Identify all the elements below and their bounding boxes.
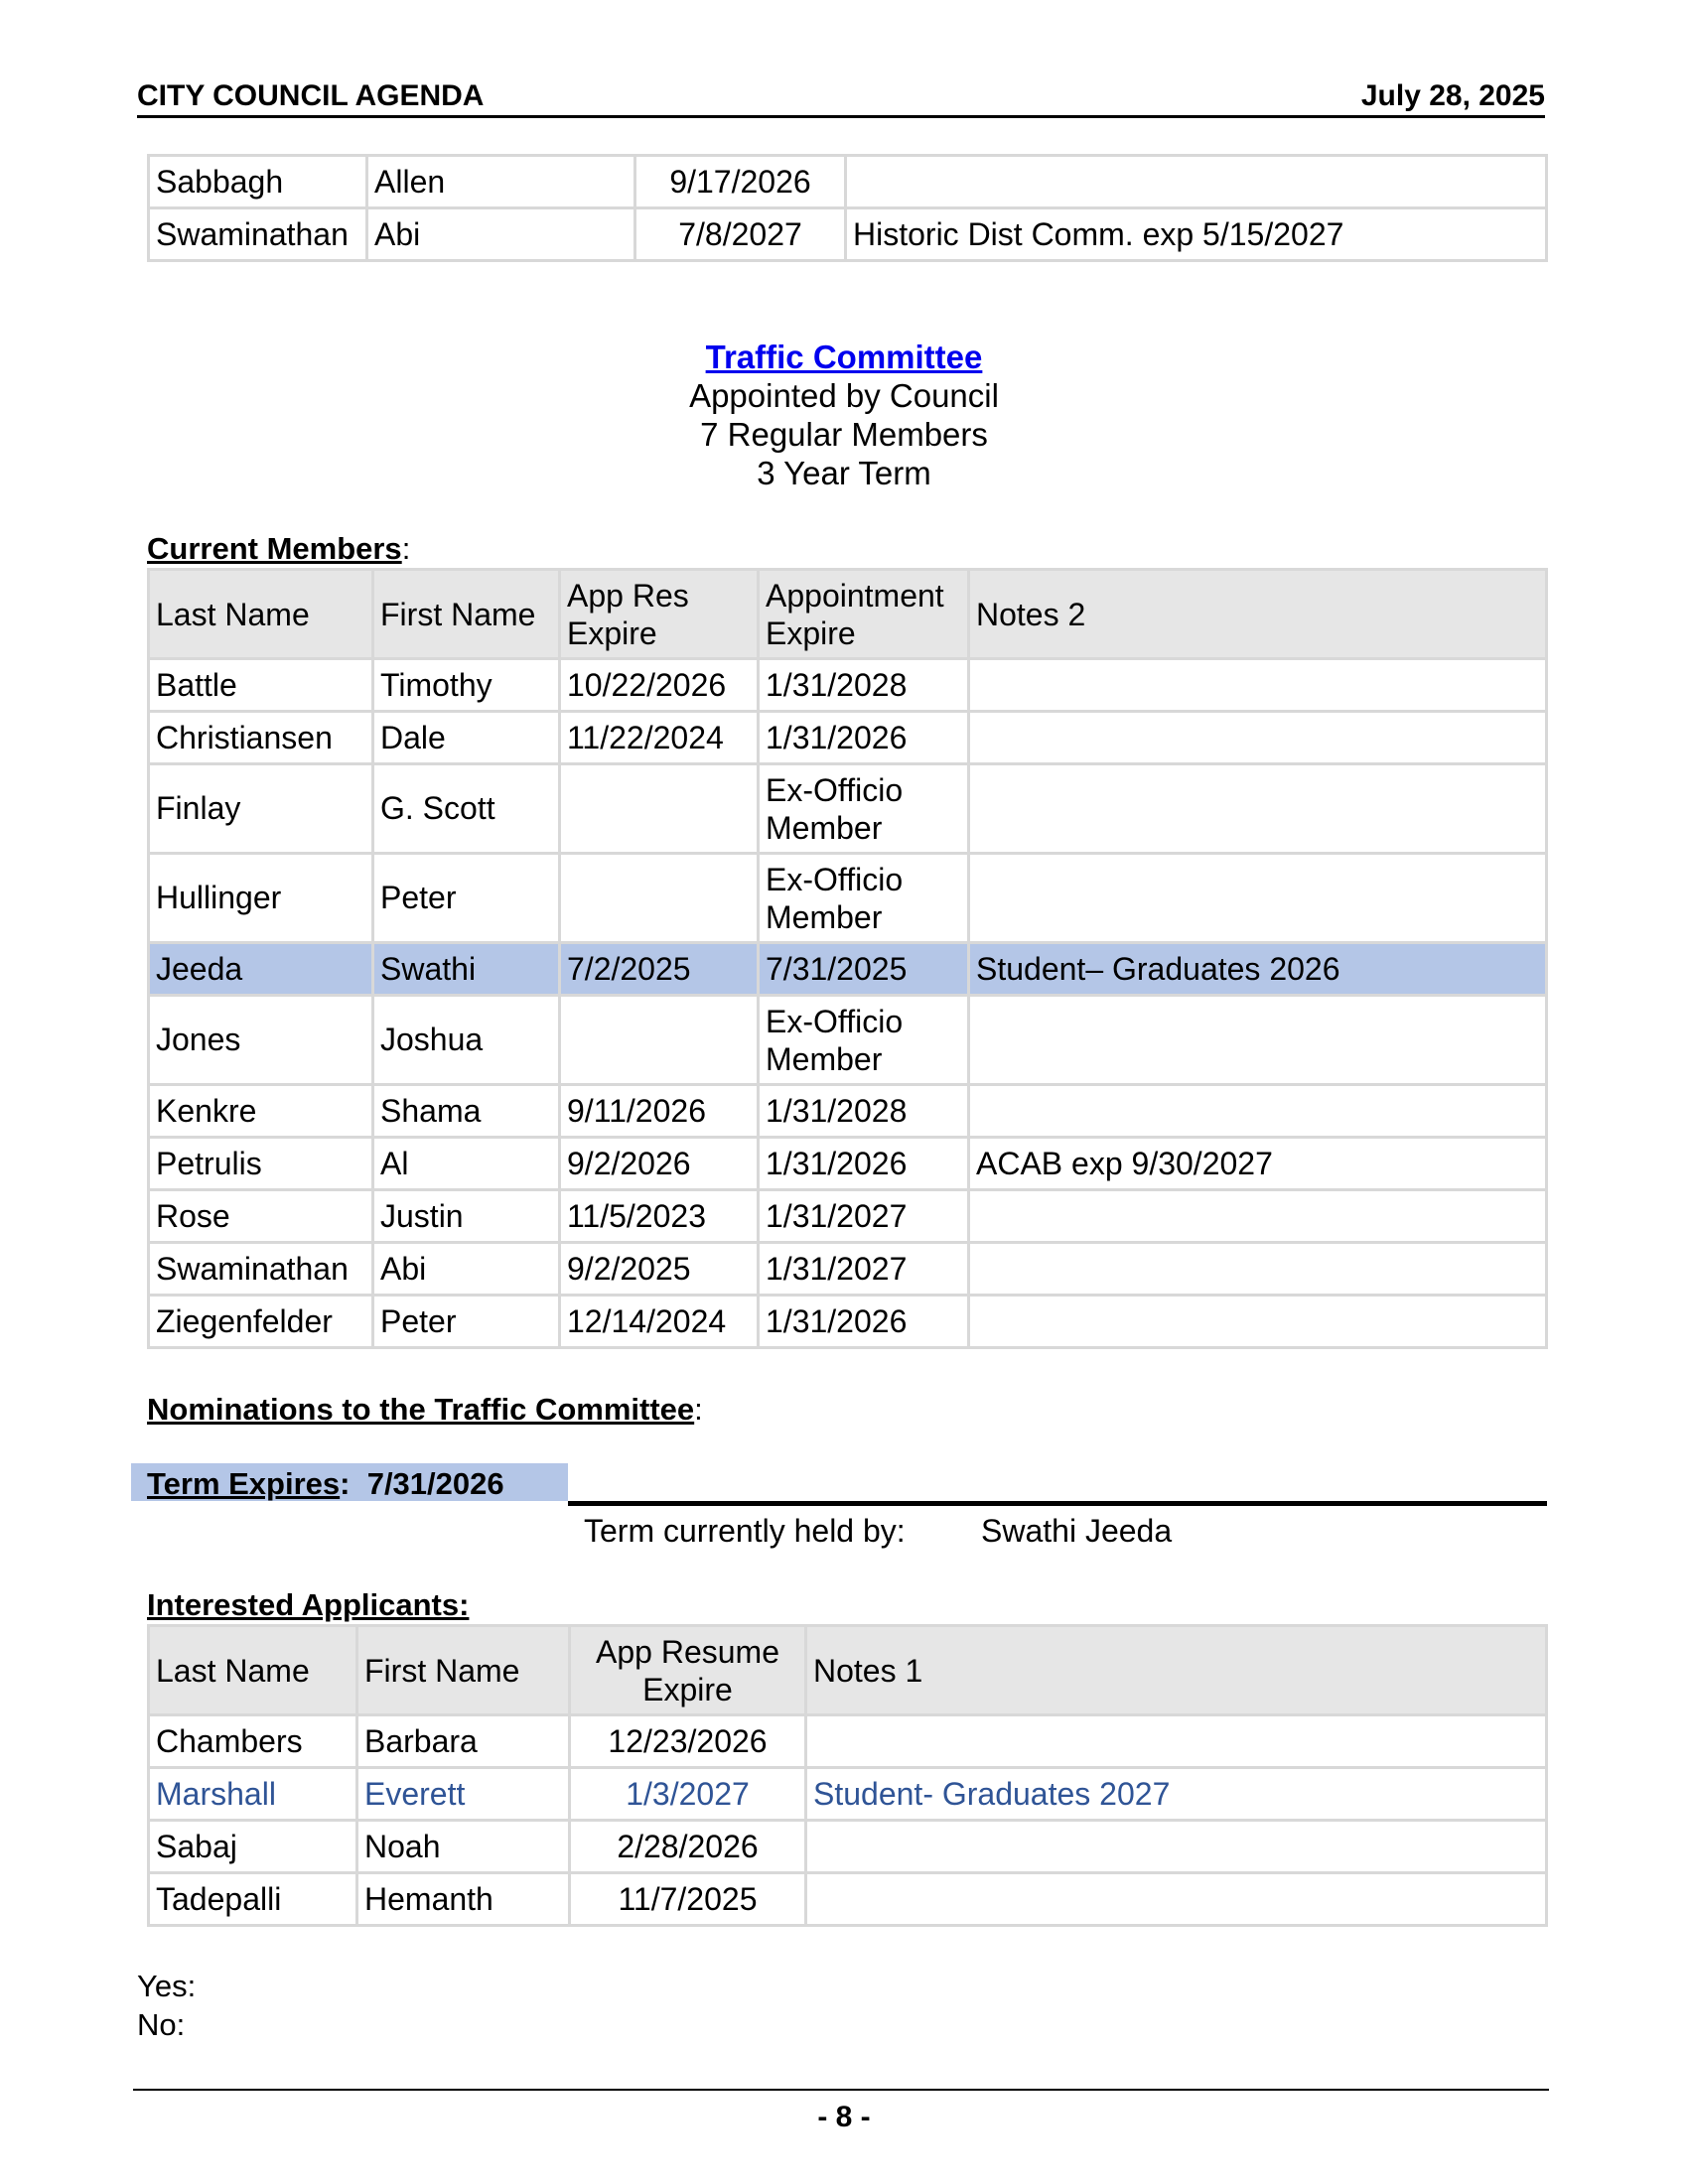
page-header [137, 79, 1545, 118]
notes-cell [806, 1715, 1547, 1768]
appointment-expire-cell: 1/31/2026 [759, 1138, 969, 1190]
term-divider [568, 1501, 1547, 1506]
last-name-cell: Battle [149, 659, 373, 712]
app-res-expire-cell: 9/2/2025 [560, 1243, 759, 1296]
app-resume-expire-cell: 11/7/2025 [570, 1873, 806, 1926]
table-row [149, 156, 1547, 208]
appointment-expire-cell: 1/31/2027 [759, 1190, 969, 1243]
column-header: First Name [373, 570, 560, 659]
notes-cell: Historic Dist Comm. exp 5/15/2027 [846, 208, 1547, 261]
vote-no: No: [137, 2007, 186, 2042]
last-name-cell: Finlay [149, 764, 373, 854]
last-name-cell: Christiansen [149, 712, 373, 764]
column-header: Notes 1 [806, 1626, 1547, 1715]
last-name-cell: Sabbagh [149, 156, 367, 208]
last-name-cell: Rose [149, 1190, 373, 1243]
notes-cell: Student- Graduates 2027 [806, 1768, 1547, 1821]
first-name-cell: Barbara [357, 1715, 570, 1768]
last-name-cell: Ziegenfelder [149, 1296, 373, 1348]
term-length: 3 Year Term [757, 455, 931, 491]
appointment-expire-cell: 1/31/2028 [759, 659, 969, 712]
last-name-cell: Marshall [149, 1768, 357, 1821]
appointment-expire-cell: Ex-Officio Member [759, 854, 969, 943]
last-name-cell: Petrulis [149, 1138, 373, 1190]
current-members-heading [147, 531, 410, 567]
term-expires-colon: : [340, 1466, 351, 1501]
notes-cell [969, 1190, 1547, 1243]
notes-cell [969, 1296, 1547, 1348]
last-name-cell: Swaminathan [149, 208, 367, 261]
table-row [149, 1873, 1547, 1926]
app-res-expire-cell [560, 854, 759, 943]
app-resume-expire-cell: 1/3/2027 [570, 1768, 806, 1821]
applicants-label: Interested Applicants: [147, 1587, 470, 1622]
app-res-expire-cell: 12/14/2024 [560, 1296, 759, 1348]
table-row-highlighted [149, 943, 1547, 996]
app-res-expire-cell: 10/22/2026 [560, 659, 759, 712]
column-header: Last Name [149, 570, 373, 659]
first-name-cell: Peter [373, 854, 560, 943]
table-row [149, 764, 1547, 854]
last-name-cell: Jeeda [149, 943, 373, 996]
agenda-title: CITY COUNCIL AGENDA [137, 79, 485, 112]
notes-cell: Student– Graduates 2026 [969, 943, 1547, 996]
agenda-date: July 28, 2025 [1360, 79, 1545, 112]
footer-divider [133, 2089, 1549, 2091]
app-res-expire-cell: 11/22/2024 [560, 712, 759, 764]
table-row-student [149, 1768, 1547, 1821]
table-row [149, 854, 1547, 943]
appointment-expire-cell: Ex-Officio Member [759, 764, 969, 854]
table-row [149, 208, 1547, 261]
first-name-cell: Timothy [373, 659, 560, 712]
notes-cell [969, 712, 1547, 764]
table-row [149, 1085, 1547, 1138]
applicants-table [147, 1624, 1548, 1927]
current-members-table [147, 568, 1548, 1349]
column-header: Appointment Expire [759, 570, 969, 659]
first-name-cell: Abi [367, 208, 635, 261]
last-name-cell: Sabaj [149, 1821, 357, 1873]
term-held-by-name: Swathi Jeeda [981, 1513, 1173, 1549]
first-name-cell: Peter [373, 1296, 560, 1348]
table-row [149, 1821, 1547, 1873]
first-name-cell: Everett [357, 1768, 570, 1821]
nominations-label: Nominations to the Traffic Committee [147, 1392, 695, 1427]
app-res-expire-cell [560, 996, 759, 1085]
appointment-expire-cell: Ex-Officio Member [759, 996, 969, 1085]
appointment-expire-cell: 1/31/2028 [759, 1085, 969, 1138]
first-name-cell: G. Scott [373, 764, 560, 854]
first-name-cell: Al [373, 1138, 560, 1190]
notes-cell [969, 659, 1547, 712]
nominations-colon: : [694, 1392, 703, 1427]
term-held-by-label: Term currently held by: [584, 1513, 906, 1549]
appointed-by: Appointed by Council [689, 377, 999, 414]
last-name-cell: Kenkre [149, 1085, 373, 1138]
vote-yes: Yes: [137, 1969, 197, 2003]
first-name-cell: Abi [373, 1243, 560, 1296]
notes-cell [969, 764, 1547, 854]
table-row [149, 1715, 1547, 1768]
app-res-expire-cell: 9/11/2026 [560, 1085, 759, 1138]
first-name-cell: Shama [373, 1085, 560, 1138]
table-row [149, 659, 1547, 712]
first-name-cell: Noah [357, 1821, 570, 1873]
first-name-cell: Hemanth [357, 1873, 570, 1926]
appointment-expire-cell: 1/31/2027 [759, 1243, 969, 1296]
app-res-expire-cell: 9/2/2026 [560, 1138, 759, 1190]
notes-cell: ACAB exp 9/30/2027 [969, 1138, 1547, 1190]
app-resume-expire-cell: 2/28/2026 [570, 1821, 806, 1873]
table-row [149, 1296, 1547, 1348]
app-res-expire-cell [560, 764, 759, 854]
header-row [149, 1626, 1547, 1715]
committee-title-block [0, 338, 1688, 492]
table-row [149, 1190, 1547, 1243]
last-name-cell: Tadepalli [149, 1873, 357, 1926]
notes-cell [969, 1243, 1547, 1296]
previous-committee-table [147, 154, 1548, 262]
term-expires-label: Term Expires [147, 1466, 341, 1501]
first-name-cell: Swathi [373, 943, 560, 996]
committee-name-link[interactable]: Traffic Committee [705, 339, 983, 375]
table-row [149, 712, 1547, 764]
notes-cell [969, 854, 1547, 943]
last-name-cell: Hullinger [149, 854, 373, 943]
table-row [149, 996, 1547, 1085]
appointment-expire-cell: 1/31/2026 [759, 1296, 969, 1348]
current-members-label: Current Members [147, 531, 402, 566]
current-members-colon: : [401, 531, 411, 566]
term-expires-date: 7/31/2026 [366, 1466, 504, 1501]
expire-cell: 7/8/2027 [635, 208, 846, 261]
first-name-cell: Joshua [373, 996, 560, 1085]
last-name-cell: Swaminathan [149, 1243, 373, 1296]
app-resume-expire-cell: 12/23/2026 [570, 1715, 806, 1768]
page-number: - 8 - [817, 2101, 871, 2133]
last-name-cell: Jones [149, 996, 373, 1085]
term-expires [147, 1466, 504, 1502]
first-name-cell: Justin [373, 1190, 560, 1243]
notes-cell [969, 1085, 1547, 1138]
appointment-expire-cell: 1/31/2026 [759, 712, 969, 764]
app-res-expire-cell: 7/2/2025 [560, 943, 759, 996]
header-row [149, 570, 1547, 659]
notes-cell [806, 1821, 1547, 1873]
nominations-heading [147, 1392, 703, 1428]
first-name-cell: Allen [367, 156, 635, 208]
notes-cell [846, 156, 1547, 208]
column-header: Last Name [149, 1626, 357, 1715]
first-name-cell: Dale [373, 712, 560, 764]
member-count: 7 Regular Members [700, 416, 988, 453]
expire-cell: 9/17/2026 [635, 156, 846, 208]
applicants-heading [147, 1587, 469, 1623]
column-header: App Res Expire [560, 570, 759, 659]
table-row [149, 1243, 1547, 1296]
last-name-cell: Chambers [149, 1715, 357, 1768]
notes-cell [969, 996, 1547, 1085]
column-header: Notes 2 [969, 570, 1547, 659]
column-header: First Name [357, 1626, 570, 1715]
column-header: App Resume Expire [570, 1626, 806, 1715]
table-row [149, 1138, 1547, 1190]
notes-cell [806, 1873, 1547, 1926]
appointment-expire-cell: 7/31/2025 [759, 943, 969, 996]
app-res-expire-cell: 11/5/2023 [560, 1190, 759, 1243]
